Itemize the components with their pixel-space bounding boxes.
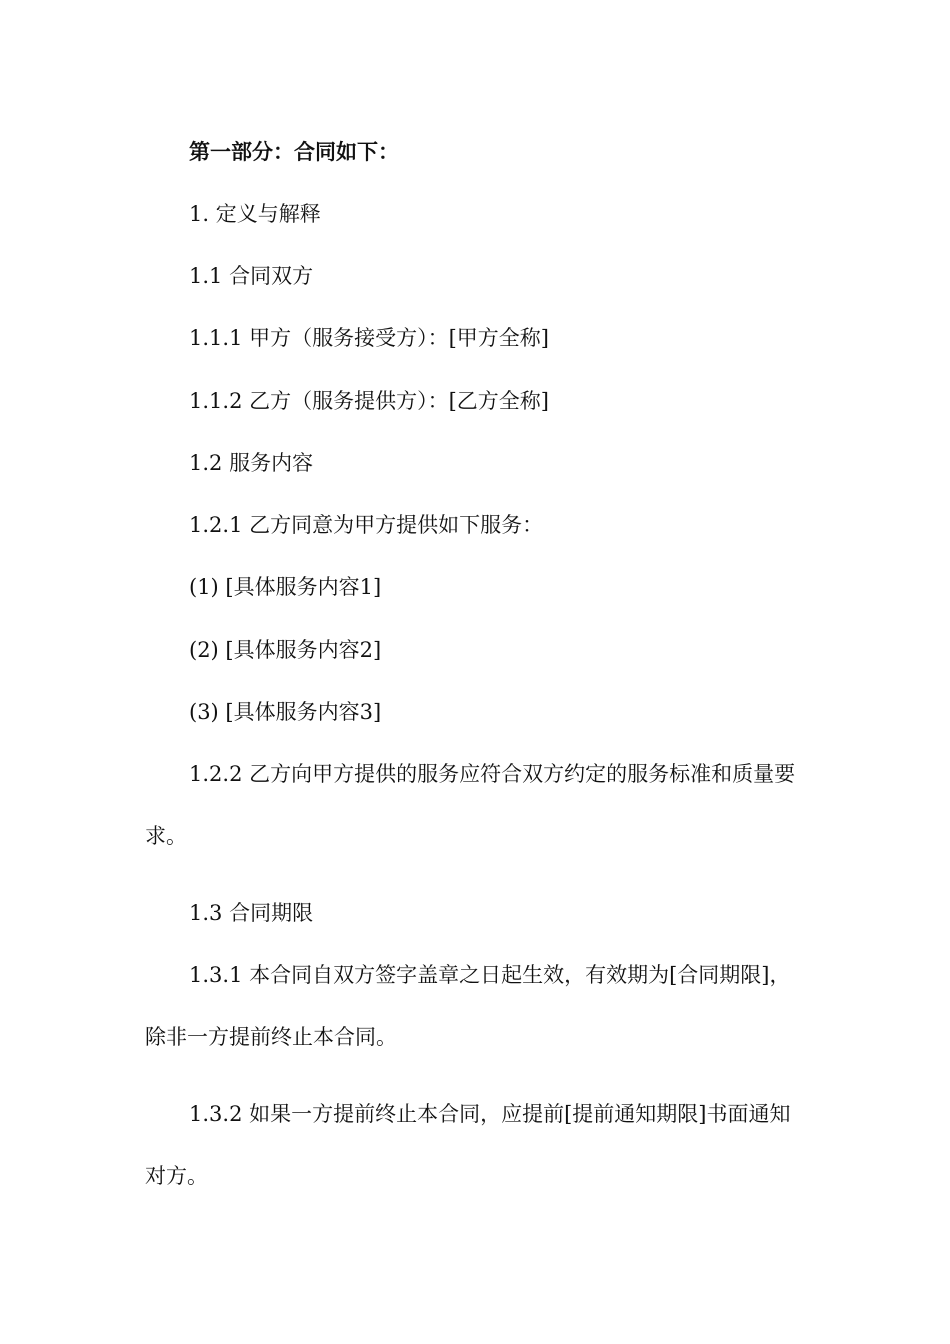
clause-1-2-2: 1.2.2 乙方向甲方提供的服务应符合双方约定的服务标准和质量要求。 — [145, 762, 796, 848]
clause-1-2-1: 1.2.1 乙方同意为甲方提供如下服务： — [189, 513, 544, 537]
clause-1-1: 1.1 合同双方 — [189, 264, 314, 288]
service-item-1: (1) [具体服务内容1] — [189, 575, 382, 599]
clause-1-3-2: 1.3.2 如果一方提前终止本合同，应提前[提前通知期限]书面通知对方。 — [145, 1102, 791, 1188]
clause-1-1-1: 1.1.1 甲方（服务接受方）：[甲方全称] — [189, 326, 549, 350]
clause-1-3: 1.3 合同期限 — [189, 901, 314, 925]
section-heading: 第一部分：合同如下： — [189, 139, 399, 164]
clause-1-3-1: 1.3.1 本合同自双方签字盖章之日起生效，有效期为[合同期限]，除非一方提前终止本合同。 — [145, 963, 791, 1049]
service-item-3: (3) [具体服务内容3] — [189, 700, 382, 724]
clause-1-1-2: 1.1.2 乙方（服务提供方）：[乙方全称] — [189, 389, 549, 413]
clause-1-2: 1.2 服务内容 — [189, 451, 314, 475]
service-item-2: (2) [具体服务内容2] — [189, 638, 382, 662]
clause-1: 1. 定义与解释 — [189, 202, 321, 226]
